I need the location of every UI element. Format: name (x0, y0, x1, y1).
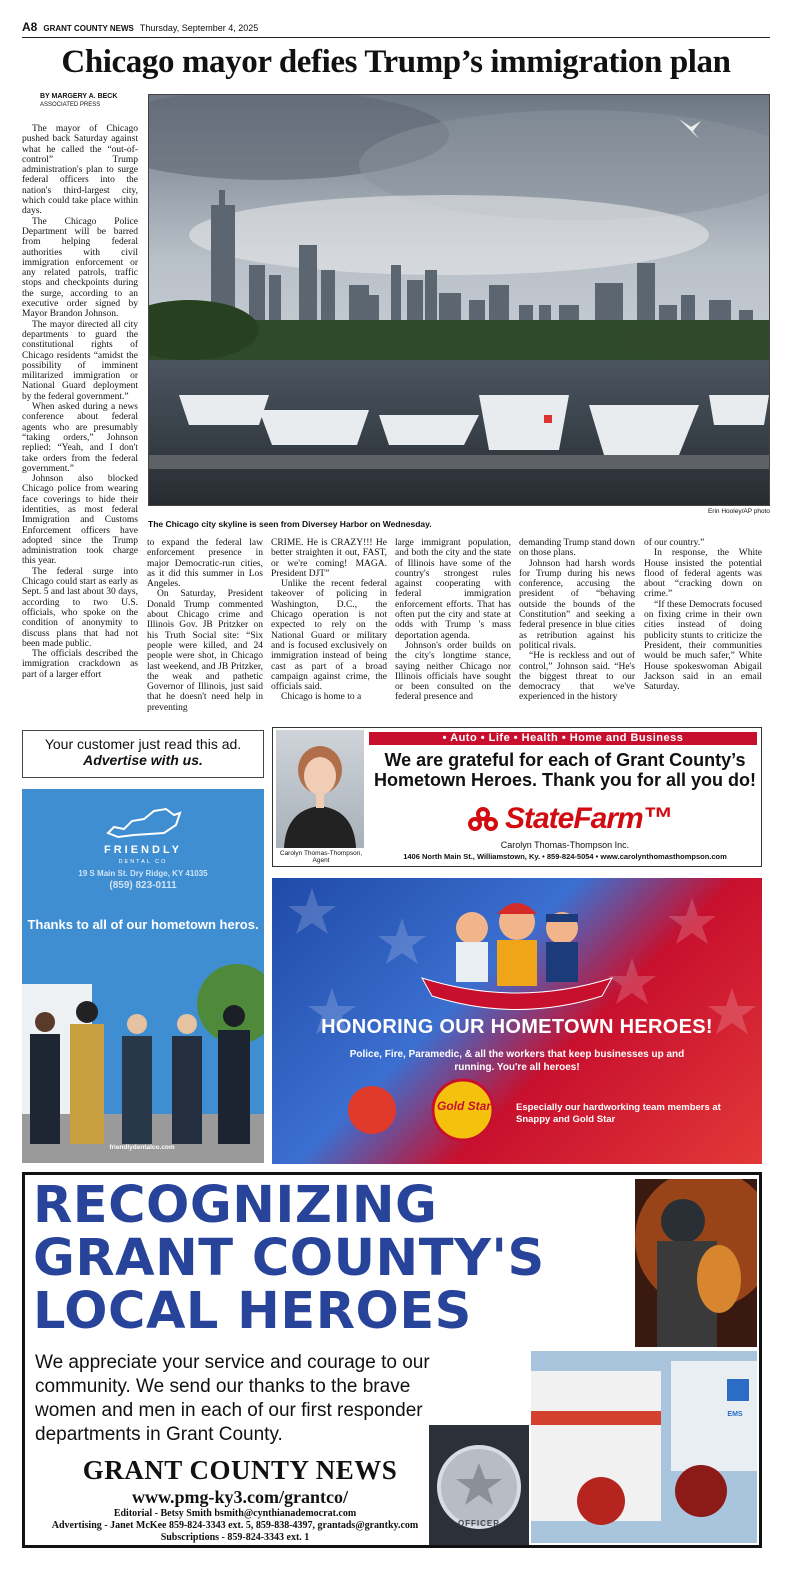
gcn-name: GRANT COUNTY NEWS (82, 1455, 398, 1485)
article-column-6 (644, 538, 762, 724)
ad-line-1: Your customer just read this ad. (44, 736, 242, 752)
ad-line-2: Advertise with us. (83, 752, 203, 768)
article-paragraph: CRIME. He is CRAZY!!! He better straighten it out, FAST, or we're coming! MAGA. President DJT” (271, 538, 387, 579)
friendly-name: FRIENDLY (104, 844, 182, 856)
contact-advertising: Advertising - Janet McKee 859-824-3343 ext. 5, 859-838-4397, grantads@grantky.com (51, 1520, 419, 1531)
article-column-1 (22, 124, 138, 722)
headline-line: GRANT COUNTY'S (33, 1229, 545, 1288)
article-paragraph: Unlike the recent federal takeover of policing in Washington, D.C., the Chicago operation is not expected to rely on the National Guard or military and is focused exclusively on immigration instead of being cast as part of a broad campaign against crime, the officials said. (271, 579, 387, 693)
gold-star-logo: Gold Star (436, 1099, 491, 1113)
article-column-3 (271, 538, 387, 724)
ems-label: EMS (727, 1411, 743, 1418)
article-paragraph: On Saturday, President Donald Trump commented about Chicago crime and Illinois Gov. JB Pritzker on his Truth Social site: “Six people were killed, and 24 people were shot, in Chicago last weekend, and JB Pritzker, the weak and pathetic Governor of Illinois, just said that he doesn't need help in preventing (147, 589, 263, 713)
agent-caption: Carolyn Thomas-Thompson, Agent (279, 850, 363, 864)
contact-subscriptions: Subscriptions - 859-824-3343 ext. 1 (160, 1532, 310, 1543)
article-paragraph: The officials described the immigration crackdown as part of a larger effort (22, 649, 138, 680)
hometown-heroes-ad (272, 878, 762, 1164)
headline-line: LOCAL HEROES (33, 1282, 472, 1341)
article-byline (40, 92, 150, 110)
folio-date: Thursday, September 4, 2025 (139, 23, 259, 33)
heroes-headline: HONORING OUR HOMETOWN HEROES! (321, 1016, 713, 1038)
headline-line: RECOGNIZING (33, 1176, 438, 1235)
article-paragraph: The mayor of Chicago pushed back Saturday against what he called the “out-of-control” Trump administration's plan to surge federal officers into the nation's third-largest city, which could take place within days. (22, 124, 138, 217)
article-paragraph: “He is reckless and out of control,” Johnson said. “He's the biggest threat to our democracy that we've experienced in the history (519, 651, 635, 703)
skyline-photo (148, 94, 770, 506)
article-column-5 (519, 538, 635, 724)
article-paragraph: The federal surge into Chicago could start as early as Sept. 5 and last about 30 days, according to two U.S. officials, who spoke on the condition of anonymity to discuss plans that had not been made public. (22, 566, 138, 649)
article-paragraph: large immigrant population, and both the city and the state of Illinois have some of the country's strongest rules against cooperating with federal immigration enforcement efforts. That has often put the city and state at odds with Trump 's mass deportation agenda. (395, 538, 511, 641)
statefarm-brand: StateFarm™ (505, 802, 672, 835)
folio-paper-name: GRANT COUNTY NEWS (43, 24, 134, 33)
coverage-bar: • Auto • Life • Health • Home and Business (369, 732, 757, 745)
article-paragraph: In response, the White House insisted the potential flood of federal agents was about “cracking down on crime.” (644, 548, 762, 600)
firefighter-photo (635, 1179, 757, 1347)
friendly-sub: DENTAL CO (118, 859, 168, 865)
kentucky-outline-icon (104, 803, 184, 841)
friendly-dental-ad (22, 789, 264, 1163)
agency-name: Carolyn Thomas-Thompson Inc. (500, 840, 630, 850)
ems-photo (531, 1351, 757, 1543)
friendly-thanks: Thanks to all of our hometown heros. (27, 917, 259, 932)
officer-badge-text: OFFICER (457, 1519, 501, 1528)
heroes-subline: Police, Fire, Paramedic, & all the workers that keep businesses up and running. You're all heroes! (349, 1049, 685, 1073)
article-paragraph: The mayor directed all city departments to guard the constitutional rights of Chicago residents “amidst the possibility of imminent militarized immigration or National Guard deployment by the federal government.” (22, 319, 138, 402)
recognizing-message: We appreciate your service and courage to our community. We send our thanks to the brave women and men in each of our first responder departments in Grant County. (35, 1352, 430, 1445)
statefarm-logo-icon (465, 806, 501, 832)
photo-caption: The Chicago city skyline is seen from Diversey Harbor on Wednesday. (148, 519, 432, 529)
article-paragraph: The Chicago Police Department will be barred from helping federal authorities with civil immigration enforcement or any related patrols, traffic stops and checkpoints during the surge, according to an executive order signed by Mayor Brandon Johnson. (22, 216, 138, 320)
article-paragraph: of our country.” (644, 538, 705, 548)
article-headline: Chicago mayor defies Trump’s immigration plan (61, 44, 731, 80)
agency-address: 1406 North Main St., Williamstown, Ky. • 859-824-5054 • www.carolynthomasthompson.com (403, 852, 727, 861)
first-responders-photo (22, 964, 264, 1163)
statefarm-ad (272, 727, 762, 867)
agent-photo (276, 730, 364, 848)
article-paragraph: Chicago is home to a (281, 692, 362, 703)
article-paragraph: Johnson had harsh words for Trump during his news conference, accusing the president of “behaving outside the bounds of the Constitution” and seeking a federal presence in blue cities as retribution against his political rivals. (519, 558, 635, 651)
article-paragraph: demanding Trump stand down on those plans. (519, 538, 635, 559)
advertise-with-us-ad (22, 730, 264, 778)
article-paragraph: Johnson also blocked Chicago police from wearing face coverings to hide their identities, as most federal Immigration and Customs Enforcement officers have adopted since the Trump administration took charge this year. (22, 474, 138, 567)
grateful-message: We are grateful for each of Grant County’s Hometown Heroes. Thank you for all you do! (373, 750, 757, 790)
heroes-team-message: Especially our hardworking team members at Snappy and Gold Star (516, 1102, 721, 1125)
article-paragraph: When asked during a news conference about federal agents who are presumably “taking orders,” Johnson replied: “Yeah, and I don't take orders from the federal government.” (22, 402, 138, 474)
gcn-url: www.pmg-ky3.com/grantco/ (132, 1487, 348, 1507)
page-folio (22, 20, 770, 38)
friendly-phone: (859) 823-0111 (109, 880, 177, 891)
byline-name: BY MARGERY A. BECK (40, 93, 118, 100)
recognizing-headline (33, 1176, 633, 1341)
gcn-contacts (25, 1508, 445, 1544)
page-number: A8 (22, 20, 38, 34)
article-paragraph: to expand the federal law enforcement presence in major Democratic-run cities, as it did this summer in Los Angeles. (147, 538, 263, 590)
photo-credit: Erin Hooley/AP photo (707, 508, 770, 515)
friendly-website: friendlydentalco.com (109, 1144, 175, 1151)
friendly-address: 19 S Main St. Dry Ridge, KY 41035 (78, 869, 208, 878)
recognizing-heroes-ad (22, 1172, 762, 1548)
article-paragraph: Johnson's order builds on the city's longtime stance, saying neither Chicago nor Illinois officials have sought or been consulted on the federal presence and (395, 640, 511, 703)
byline-org: ASSOCIATED PRESS (40, 102, 101, 108)
contact-editorial: Editorial - Betsy Smith bsmith@cynthianademocrat.com (113, 1508, 357, 1519)
article-paragraph: “If these Democrats focused on fixing crime in their own cities instead of doing publicity stunts to criticize the President, their communities would be much safer,” White House spokeswoman Abigail Jackson said in an email Saturday. (644, 599, 762, 693)
article-column-4 (395, 538, 511, 724)
article-column-2 (147, 538, 263, 724)
